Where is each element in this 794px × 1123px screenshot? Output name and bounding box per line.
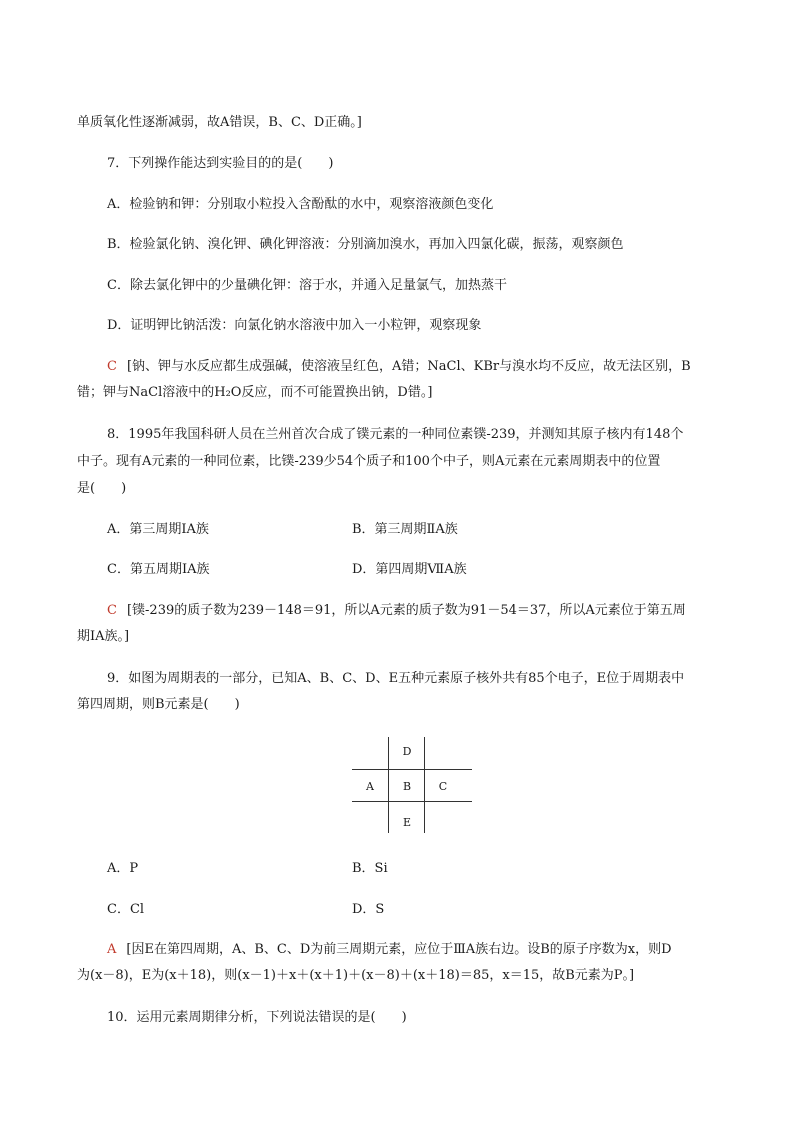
cell-a: A: [366, 780, 374, 793]
option-9a: A．P: [107, 861, 139, 876]
answer-letter: A: [107, 942, 117, 957]
option-9b: B．Si: [352, 861, 388, 876]
answer-7-line2: 错；钾与NaCl溶液中的H₂O反应，而不可能置换出钠，D错。]: [77, 385, 433, 400]
grid-line: [352, 801, 472, 802]
option-7a: A．检验钠和钾：分别取小粒投入含酚酞的水中，观察溶液颜色变化: [107, 197, 494, 212]
question-9-line1: 9．如图为周期表的一部分，已知A、B、C、D、E五种元素原子核外共有85个电子，E位于周期表中: [107, 671, 685, 686]
cell-d: D: [402, 745, 412, 758]
answer-letter: C: [107, 603, 117, 618]
cell-b: B: [402, 780, 412, 793]
option-9c: C．Cl: [107, 902, 145, 917]
question-9-line2: 第四周期，则B元素是( ): [77, 697, 240, 712]
answer-7-line1: [107, 358, 747, 376]
option-8c: C．第五周期ⅠA族: [107, 562, 210, 577]
question-8-line3: 是( ): [77, 481, 127, 496]
option-8a: A．第三周期ⅠA族: [107, 522, 209, 537]
option-7c: C．除去氯化钾中的少量碘化钾：溶于水，并通入足量氯气，加热蒸干: [107, 278, 507, 293]
question-10: 10．运用元素周期律分析，下列说法错误的是( ): [107, 1010, 407, 1025]
answer-8-line1: [107, 602, 747, 620]
option-8b: B．第三周期ⅡA族: [352, 522, 458, 537]
question-8-line2: 中子。现有A元素的一种同位素，比镤-239少54个质子和100个中子，则A元素在元素周期表中的位置: [77, 454, 661, 469]
option-9d: D．S: [352, 902, 385, 917]
answer-text: [因E在第四周期，A、B、C、D为前三周期元素，应位于ⅢA族右边。设B的原子序数为x，则D: [126, 942, 672, 957]
option-7d: D．证明钾比钠活泼：向氯化钠水溶液中加入一小粒钾，观察现象: [107, 318, 482, 333]
option-7b: B．检验氯化钠、溴化钾、碘化钾溶液：分别滴加溴水，再加入四氯化碳，振荡，观察颜色: [107, 237, 624, 252]
answer-9-line2: 为(x－8)，E为(x＋18)，则(x－1)＋x＋(x＋1)＋(x－8)＋(x＋18)＝85，x＝15，故B元素为P。]: [77, 968, 635, 983]
answer-letter: C: [107, 359, 117, 374]
grid-line: [352, 769, 472, 770]
answer-8-line2: 期ⅠA族。]: [77, 629, 130, 644]
answer-text: [镤-239的质子数为239－148＝91，所以A元素的质子数为91－54＝37，所以A元素位于第五周: [126, 603, 686, 618]
answer-9-line1: [107, 941, 747, 959]
periodic-table-fragment: [352, 737, 472, 833]
text-line: 单质氧化性逐渐减弱，故A错误，B、C、D正确。]: [77, 115, 362, 130]
cell-c: C: [438, 780, 448, 793]
option-8d: D．第四周期ⅦA族: [352, 562, 467, 577]
answer-text: [钠、钾与水反应都生成强碱，使溶液呈红色，A错；NaCl、KBr与溴水均不反应，故无法区别，B: [126, 359, 691, 374]
question-8-line1: 8．1995年我国科研人员在兰州首次合成了镤元素的一种同位素镤-239，并测知其原子核内有148个: [107, 427, 684, 442]
cell-e: E: [402, 816, 412, 829]
question-7: 7．下列操作能达到实验目的的是( ): [107, 156, 334, 171]
